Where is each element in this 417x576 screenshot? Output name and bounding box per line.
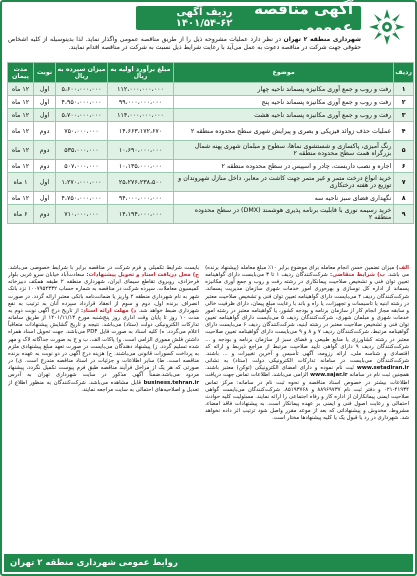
cell-duration: ۱ ماه	[8, 173, 34, 192]
cell-estimate: ۱۰،۱۳۵،۰۰۰،۰۰۰	[108, 160, 174, 173]
website-address: www.sajar.ir	[310, 372, 348, 379]
cell-estimate: ۱۰،۶۹۰،۰۰۰،۰۰۰	[108, 141, 174, 160]
body-text: ثبت نام نموده و دارای امضای الکترونیکی (توکن) معتبر باشند. همچنین ثبت نام در سامانه	[205, 365, 409, 379]
cell-nobat: اول	[34, 96, 56, 109]
th-deposit: میزان سپرده به ریال	[56, 63, 108, 83]
ad-radif: ردیف آگهی ۶۲-۱۴۰۱/۵۴	[175, 7, 233, 29]
cell-subject: خرید انواع درخت متمر و غیر متمر جهت کاشت در معابر، داخل منازل شهروندان و توزیع در هفته درختکاری	[174, 173, 394, 192]
cell-deposit: ۴،۹۵۰،۰۰۰،۰۰۰	[56, 96, 108, 109]
intro-org: شهرداری منطقه ۲ تهران	[283, 36, 361, 43]
tehran-municipality-logo-icon	[367, 7, 407, 47]
th-nobat: نوبت	[34, 63, 56, 83]
cell-estimate: ۱۱۴،۰۰۰،۰۰۰،۰۰۰	[108, 109, 174, 122]
conditions-left-column	[8, 265, 199, 552]
cell-estimate: ۱۴،۶۶۳،۱۷۲،۶۷۰	[108, 122, 174, 141]
body-text: ه) کلیه اسناد به صورت فایل PDF می‌باشد. جهت تحویل اسناد همراه داشتن فلش مموری الزامی است. و) پاکات الف، ب و ج به صورت جداگانه لاک و مهر شده تسلیم گردد. ز) پیشنهاد دهندگان می‌بایست در صورت تعهد مبلغ پیشنهادی ملزم به پرداخت کسورات قانونی می‌باشند. ح) هزینه درج آگهی در دو نوبت به عهده برنده مناقصه است. ط) سایر اطلاعات و جزئیات در اسناد مناقصه مندرج است. ی) در صورتی که هر یک از مراحل فرآیند مناقصه طبق فرم پیوست تکمیل نگردد، پیشنهاد مردود می‌باشد.	[8, 329, 200, 379]
body-text: بایست شرایط تکمیلی و فرم شرکت در مناقصه برابر با شرایط خصوصی می‌باشد.	[8, 265, 200, 271]
th-radif: ردیف	[394, 63, 414, 83]
body-text: شرکت‌کنندگان ردیف ۱ تا ۳ می‌بایست دارای گواهینامه تعیین توان فنی و تشخیص صلاحیت پیمانکاری در رشته رفت و روب و جمع آوری مکانیزه پسماند از اداره کل نوسازی و بهره‌وری امور خدمات شهری سازمان مدیریت پسماند، شرکت‌کنندگان ردیف ۴ می‌بایست دارای گواهینامه تعیین توان فنی و تشخیص صلاحیت معتبر در رشته ابنیه یا تاسیسات و تجهیزات، یا راه و باند با رعایت مبلغ پیمان، دارای ظرفیت خالی و سابقه مجاز انجام کار از سازمان برنامه و بودجه کشور، یا گواهینامه معتبر در رشته امور خدمات شهری و مبلمان شهری، شرکت‌کنندگان ردیف ۵ می‌بایست دارای گواهینامه تعیین توان فنی و تشخیص صلاحیت معتبر در رشته ابنیه، شرکت‌کنندگان ردیف ۶ می‌بایست دارای گواهینامه مرتبط، شرکت‌کنندگان ردیف ۷ و ۸ و ۹ می‌بایست دارای گواهینامه تعیین صلاحیت معتبر در رشته کشاورزی یا منابع طبیعی و فضای سبز از سازمان برنامه و بودجه و ... شرکت‌کنندگان ردیف ۹ دارای گواهی تأیید صلاحیت مرتبط از مراجع ذیربط و ارائه کد اقتصادی و شناسه ملی، ارائه رزومه، آگهی تأسیس و آخرین تغییرات و ... باشند. شرکت‌کنندگان می‌بایست در سامانه تدارکات الکترونیکی دولت (ستاد) به نشانی	[205, 272, 409, 365]
body-text: میزان تضمین حسن انجام معامله برای موضوع برابر ۱۰٪ مبلغ معامله (پیشنهاد برنده) می باشد.	[205, 265, 409, 279]
cell-radif: ۴	[394, 122, 414, 141]
section-heading: ج) محل دریافت اسناد و تحویل پیشنهادات:	[84, 272, 200, 279]
cell-nobat: دوم	[34, 160, 56, 173]
intro-text: در نظر دارد عملیات مشروحه ذیل را از طریق مناقصه عمومی واگذار نماید. لذا بدینوسیله از کلیه اشخاص حقوقی جهت شرکت در مناقصه دعوت به عمل می‌آید با رعایت شرایط ذیل نسبت به شرکت در مناقصه اقدام نمایند.	[8, 36, 361, 52]
cell-subject: خرید رسیمه نوری با قابلیت برنامه پذیری هوشمند (DMX) در سطح محدوده منطقه ۲	[174, 205, 394, 224]
body-text: الزامی می‌باشد. اطلاعات تماس جهت دریافت اطلاعات بیشتر در خصوص اسناد مناقصه و نحوه ثبت نام در سامانه: مرکز تماس ۴۱۹۳۴-۰۲۱ و دفتر ثبت نام ۸۸۹۶۹۷۳۷ و ۸۵۱۹۳۷۶۸. شرکت‌کنندگان می‌بایست گواهی صلاحیت ایمنی پیمانکاران از اداره کار و رفاه اجتماعی را ارائه نمایند. مسئولیت کلیه حوادث احتمالی و رعایت اصول فنی و ایمنی بر عهده پیمانکار است. به پیشنهادات فاقد امضاء، مشروط، مخدوش و پیشنهاداتی که بعد از موعد مقرر واصل شود ترتیب اثر داده نخواهد شد. شهرداری در رد یا قبول یک یا کلیه پیشنهادها مختار است.	[205, 372, 409, 422]
body-text: ضمناً آگهی مذکور در سایت شهرداری تهران به آدرس	[8, 372, 161, 379]
section-heading: الف)	[394, 265, 409, 271]
cell-radif: ۶	[394, 160, 414, 173]
cell-nobat: دوم	[34, 122, 56, 141]
cell-nobat: دوم	[34, 205, 56, 224]
table-row	[8, 141, 414, 160]
website-address: business.tehran.ir	[143, 379, 200, 386]
body-text: از تاریخ درج آگهی نوبت دوم به مدت ۱۰ روز تا پایان وقت اداری روز پنج‌شنبه مورخ ۱۴۰۱/۱۱/۱۳ از طریق سامانه تدارکات الکترونیکی دولت (ستاد) می‌باشد. نتیجه و تاریخ گشایش پیشنهادات متعاقباً اعلام می‌گردد.	[8, 307, 200, 336]
cell-duration: ۱۲ ماه	[8, 109, 34, 122]
cell-estimate: ۱۴،۱۹۴،۰۰۰،۰۰۰	[108, 205, 174, 224]
cell-deposit: ۴،۷۵۰،۰۰۰،۰۰۰	[56, 192, 108, 205]
cell-subject: رفت و روب و جمع آوری مکانیزه پسماند ناحیه چهار	[174, 83, 394, 96]
cell-estimate: ۹۴،۰۰۰،۰۰۰،۰۰۰	[108, 192, 174, 205]
cell-nobat: اول	[34, 83, 56, 96]
cell-duration: ۱۲ ماه	[8, 192, 34, 205]
cell-deposit: ۱،۲۷۰،۰۰۰،۰۰۰	[56, 173, 108, 192]
cell-subject: عملیات حذف زوائد فیزیکی و بصری و پیرایش شهری سطح محدوده منطقه ۲	[174, 122, 394, 141]
cell-nobat: دوم	[34, 141, 56, 160]
cell-estimate: ۱۱۲،۰۰۰،۰۰۰،۰۰۰	[108, 83, 174, 96]
cell-radif: ۹	[394, 205, 414, 224]
cell-deposit: ۵۰۷،۰۰۰،۰۰۰	[56, 160, 108, 173]
table-row	[8, 83, 414, 96]
cell-estimate: ۹۹،۰۰۰،۰۰۰،۰۰۰	[108, 96, 174, 109]
cell-radif: ۸	[394, 192, 414, 205]
cell-duration: ۱۲ ماه	[8, 96, 34, 109]
cell-subject: رفت و روب و جمع آوری مکانیزه پسماند ناحیه هشت	[174, 109, 394, 122]
website-address: www.setadiran.ir	[356, 365, 409, 372]
footer-label: روابط عمومی شهرداری منطقه ۲ تهران	[10, 558, 178, 568]
table-body	[8, 83, 414, 224]
table-row	[8, 160, 414, 173]
cell-duration: ۱۲ ماه	[8, 160, 34, 173]
table-row	[8, 96, 414, 109]
intro-paragraph	[8, 36, 361, 53]
table-row	[8, 109, 414, 122]
th-duration: مدت پیمان	[8, 63, 34, 83]
conditions-body	[8, 265, 409, 552]
body-text: قابل مشاهده می‌باشد. شرکت‌کنندگان به منظور اطلاع از تعدیل و اصلاحیه‌های احتمالی به سایت مراجعه نمایند.	[8, 379, 200, 393]
cell-radif: ۳	[394, 109, 414, 122]
ad-header	[4, 0, 413, 36]
cell-deposit: ۵۳۵،۰۰۰،۰۰۰	[56, 141, 108, 160]
cell-duration: ۱۲ ماه	[8, 122, 34, 141]
cell-subject: اجاره و نصب داربست، چادر و اسپیس در سطح محدوده منطقه ۲	[174, 160, 394, 173]
title-banner	[136, 0, 361, 36]
conditions-right-column	[205, 265, 409, 552]
cell-deposit: ۵،۶۰۰،۰۰۰،۰۰۰	[56, 83, 108, 96]
cell-estimate: ۲۵،۲۷۶،۲۳۸،۵۰۰	[108, 173, 174, 192]
table-row	[8, 173, 414, 192]
cell-radif: ۲	[394, 96, 414, 109]
th-estimate: مبلغ برآورد اولیه به ریال	[108, 63, 174, 83]
cell-subject: رنگ آمیزی، پاکسازی و شستشوی نماها، سطوح و مبلمان شهری پهنه شمال بزرگراه همت سطح محدوده منطقه ۲	[174, 141, 394, 160]
section-heading: د) مهلت ارائه اسناد:	[78, 307, 139, 314]
cell-subject: نگهداری فضای سبز ناحیه سه	[174, 192, 394, 205]
cell-deposit: ۵،۷۰۰،۰۰۰،۰۰۰	[56, 109, 108, 122]
cell-nobat: اول	[34, 192, 56, 205]
table-header-row	[8, 63, 414, 83]
cell-duration: ۶ ماه	[8, 205, 34, 224]
section-heading: ب) شرایط متقاضی:	[327, 272, 388, 279]
cell-nobat: اول	[34, 173, 56, 192]
cell-radif: ۱	[394, 83, 414, 96]
ad-title: آگهی مناقصه عمومی	[254, 0, 353, 36]
cell-deposit: ۷۱۰،۰۰۰،۰۰۰	[56, 205, 108, 224]
table-row	[8, 122, 414, 141]
cell-duration: ۱۲ ماه	[8, 141, 34, 160]
footer-bar	[4, 554, 413, 572]
cell-nobat: اول	[34, 109, 56, 122]
cell-radif: ۷	[394, 173, 414, 192]
body-text: سعادت‌آباد خیابان سرو غربی بلوار فرحزادی، روبروی تقاطع سیمای ایران، شهرداری منطقه ۲ طبقه همکف دبیرخانه کمیسیون معاملات. سپرده شرکت در مناقصه به شماره حساب ۱۰۰۷۹۵۴۳۳۲ نزد بانک شهر به نام شهرداری منطقه ۲ واریز یا ضمانت‌نامه بانکی معتبر ارائه گردد. در صورت انصراف برنده اول، دوم و سوم از انعقاد قرارداد سپرده آنان به ترتیب به نفع شهرداری ضبط خواهد شد.	[8, 272, 200, 314]
cell-subject: رفت و روب و جمع آوری مکانیزه پسماند ناحیه پنج	[174, 96, 394, 109]
cell-duration: ۱۲ ماه	[8, 83, 34, 96]
tender-table	[7, 62, 414, 224]
table-row	[8, 192, 414, 205]
th-subject: موضوع	[174, 63, 394, 83]
table-row	[8, 205, 414, 224]
cell-radif: ۵	[394, 141, 414, 160]
cell-deposit: ۷۵۰،۰۰۰،۰۰۰	[56, 122, 108, 141]
